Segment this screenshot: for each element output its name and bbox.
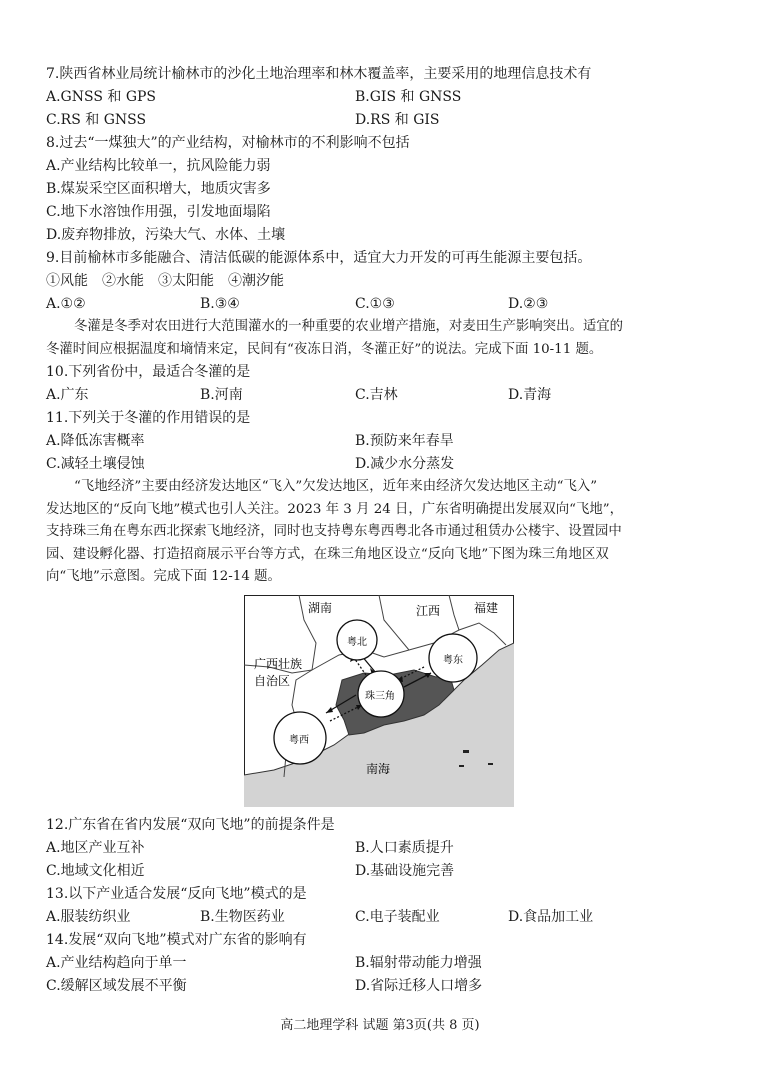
q14-option-d: D.省际迁移人口增多 bbox=[355, 978, 483, 994]
label-hunan: 湖南 bbox=[308, 601, 333, 615]
passage-line: “飞地经济”主要由经济发达地区“飞入”欠发达地区，近年来由经济欠发达地区主动“飞入” bbox=[74, 479, 598, 494]
q12-option-d: D.基础设施完善 bbox=[355, 863, 455, 879]
q11-option-a: A.降低冻害概率 bbox=[46, 433, 145, 449]
passage-line: 冬灌时间应根据温度和墒情来定，民间有“夜冻日消，冬灌正好”的说法。完成下面 10-11 题。 bbox=[46, 341, 603, 357]
q11-option-c: C.减轻土壤侵蚀 bbox=[46, 456, 145, 472]
q8-option-a: A.产业结构比较单一，抗风险能力弱 bbox=[46, 158, 271, 174]
passage-winter-irrigation bbox=[46, 316, 716, 361]
q8-option-b: B.煤炭采空区面积增大，地质灾害多 bbox=[46, 181, 271, 197]
q7-option-c: C.RS 和 GNSS bbox=[46, 112, 147, 128]
page-footer: 高二地理学科 试题 第3页(共 8 页) bbox=[280, 1018, 480, 1033]
q12-option-b: B.人口素质提升 bbox=[355, 840, 454, 856]
q14-option-a: A.产业结构趋向于单一 bbox=[46, 955, 187, 971]
question-8-stem: 8.过去“一煤独大”的产业结构，对榆林市的不利影响不包括 bbox=[46, 135, 410, 151]
q9-option-a: A.①② bbox=[46, 296, 86, 312]
q10-option-c: C.吉林 bbox=[355, 387, 398, 403]
label-zhusanjiao: 珠三角 bbox=[365, 691, 395, 702]
question-12-stem: 12.广东省在省内发展“双向飞地”的前提条件是 bbox=[46, 817, 335, 833]
label-nanhai: 南海 bbox=[366, 762, 391, 776]
q12-option-a: A.地区产业互补 bbox=[46, 840, 145, 856]
label-yuebei: 粤北 bbox=[347, 637, 367, 648]
label-jiangxi: 江西 bbox=[416, 604, 441, 618]
question-14-stem: 14.发展“双向飞地”模式对广东省的影响有 bbox=[46, 932, 307, 948]
island bbox=[459, 765, 464, 767]
question-13-stem: 13.以下产业适合发展“反向飞地”模式的是 bbox=[46, 886, 307, 902]
question-11-stem: 11.下列关于冬灌的作用错误的是 bbox=[46, 410, 251, 426]
label-guangxi-2: 自治区 bbox=[254, 674, 291, 688]
pearl-river-delta-map bbox=[244, 595, 514, 807]
question-7-stem: 7.陕西省林业局统计榆林市的沙化土地治理率和林木覆盖率，主要采用的地理信息技术有 bbox=[46, 66, 592, 82]
label-yuexi: 粤西 bbox=[289, 735, 309, 746]
label-fujian: 福建 bbox=[474, 601, 499, 615]
island bbox=[463, 750, 469, 753]
q7-option-a: A.GNSS 和 GPS bbox=[46, 89, 157, 105]
q9-option-b: B.③④ bbox=[200, 296, 240, 312]
q14-option-b: B.辐射带动能力增强 bbox=[355, 955, 482, 971]
q9-option-c: C.①③ bbox=[355, 296, 395, 312]
q10-option-a: A.广东 bbox=[46, 387, 89, 403]
q7-option-d: D.RS 和 GIS bbox=[355, 112, 440, 128]
passage-line: 支持珠三角在粤东西北探索飞地经济，同时也支持粤东粤西粤北各市通过租赁办公楼宇、设置园中 bbox=[46, 524, 622, 540]
question-10-stem: 10.下列省份中，最适合冬灌的是 bbox=[46, 364, 251, 380]
q14-option-c: C.缓解区域发展不平衡 bbox=[46, 978, 187, 994]
q10-option-d: D.青海 bbox=[508, 387, 552, 403]
passage-line: 向“飞地”示意图。完成下面 12-14 题。 bbox=[46, 569, 281, 585]
q8-option-c: C.地下水溶蚀作用强，引发地面塌陷 bbox=[46, 204, 271, 220]
label-guangxi-1: 广西壮族 bbox=[254, 657, 303, 671]
passage-line: 发达地区的“反向飞地”模式也引人关注。2023 年 3 月 24 日，广东省明确提出发展双向“飞地”， bbox=[46, 501, 623, 517]
passage-line: 园、建设孵化器、打造招商展示平台等方式，在珠三角地区设立“反向飞地”下图为珠三角地区双 bbox=[46, 546, 609, 562]
q9-option-d: D.②③ bbox=[508, 296, 549, 312]
label-yuedong: 粤东 bbox=[443, 655, 463, 666]
q7-option-b: B.GIS 和 GNSS bbox=[355, 89, 462, 105]
q8-option-d: D.废弃物排放，污染大气、水体、土壤 bbox=[46, 227, 286, 243]
q11-option-b: B.预防来年春旱 bbox=[355, 433, 454, 449]
q10-option-b: B.河南 bbox=[200, 387, 243, 403]
q13-option-c: C.电子装配业 bbox=[355, 909, 440, 925]
passage-enclave-economy bbox=[46, 476, 716, 589]
passage-line: 冬灌是冬季对农田进行大范围灌水的一种重要的农业增产措施，对麦田生产影响突出。适宜的 bbox=[74, 319, 624, 334]
q13-option-b: B.生物医药业 bbox=[200, 909, 285, 925]
island bbox=[488, 763, 493, 765]
q12-option-c: C.地域文化相近 bbox=[46, 863, 145, 879]
q13-option-d: D.食品加工业 bbox=[508, 909, 594, 925]
q11-option-d: D.减少水分蒸发 bbox=[355, 456, 455, 472]
q13-option-a: A.服装纺织业 bbox=[46, 909, 131, 925]
question-9-stem: 9.目前榆林市多能融合、清洁低碳的能源体系中，适宜大力开发的可再生能源主要包括。 bbox=[46, 250, 592, 266]
q9-items: ①风能 ②水能 ③太阳能 ④潮汐能 bbox=[46, 273, 284, 289]
